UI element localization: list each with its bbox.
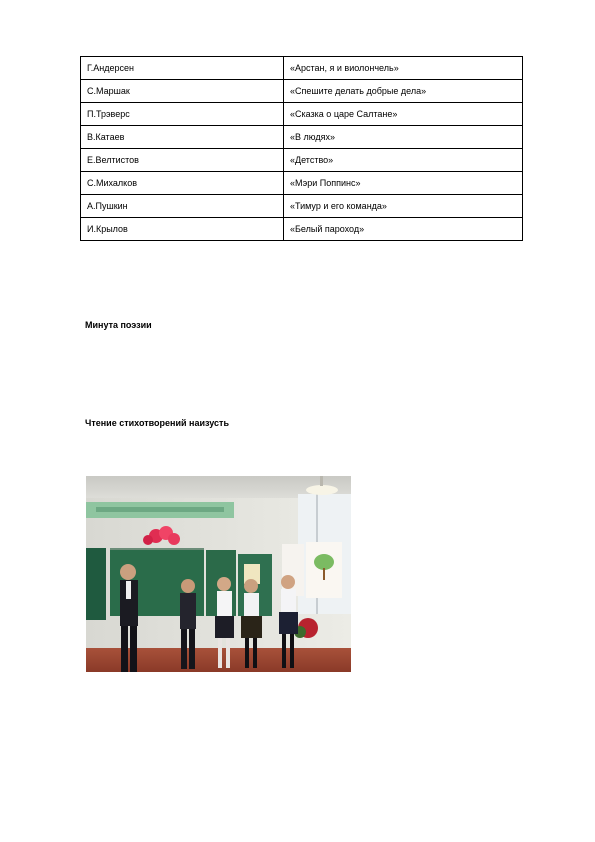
work-cell: «Мэри Поппинс» — [284, 172, 523, 195]
author-cell: Е.Велтистов — [81, 149, 284, 172]
table-row — [81, 149, 523, 172]
work-cell: «Арстан, я и виолончель» — [284, 57, 523, 80]
work-cell: «В людях» — [284, 126, 523, 149]
author-cell: А.Пушкин — [81, 195, 284, 218]
author-cell: В.Катаев — [81, 126, 284, 149]
author-cell: С.Михалков — [81, 172, 284, 195]
work-cell: «Спешите делать добрые дела» — [284, 80, 523, 103]
table-row — [81, 172, 523, 195]
table-row — [81, 126, 523, 149]
work-cell: «Сказка о царе Салтане» — [284, 103, 523, 126]
authors-works-table — [80, 56, 523, 241]
author-cell: С.Маршак — [81, 80, 284, 103]
table-row — [81, 103, 523, 126]
author-cell: И.Крылов — [81, 218, 284, 241]
author-cell: П.Трэверс — [81, 103, 284, 126]
work-cell: «Тимур и его команда» — [284, 195, 523, 218]
work-cell: «Белый пароход» — [284, 218, 523, 241]
table-row — [81, 57, 523, 80]
table-row — [81, 195, 523, 218]
table-row — [81, 80, 523, 103]
section-heading-poetry-minute: Минута поэзии — [85, 320, 152, 330]
author-cell: Г.Андерсен — [81, 57, 284, 80]
table-row — [81, 218, 523, 241]
work-cell: «Детство» — [284, 149, 523, 172]
classroom-photo — [86, 476, 351, 672]
section-heading-recitation: Чтение стихотворений наизусть — [85, 418, 229, 428]
